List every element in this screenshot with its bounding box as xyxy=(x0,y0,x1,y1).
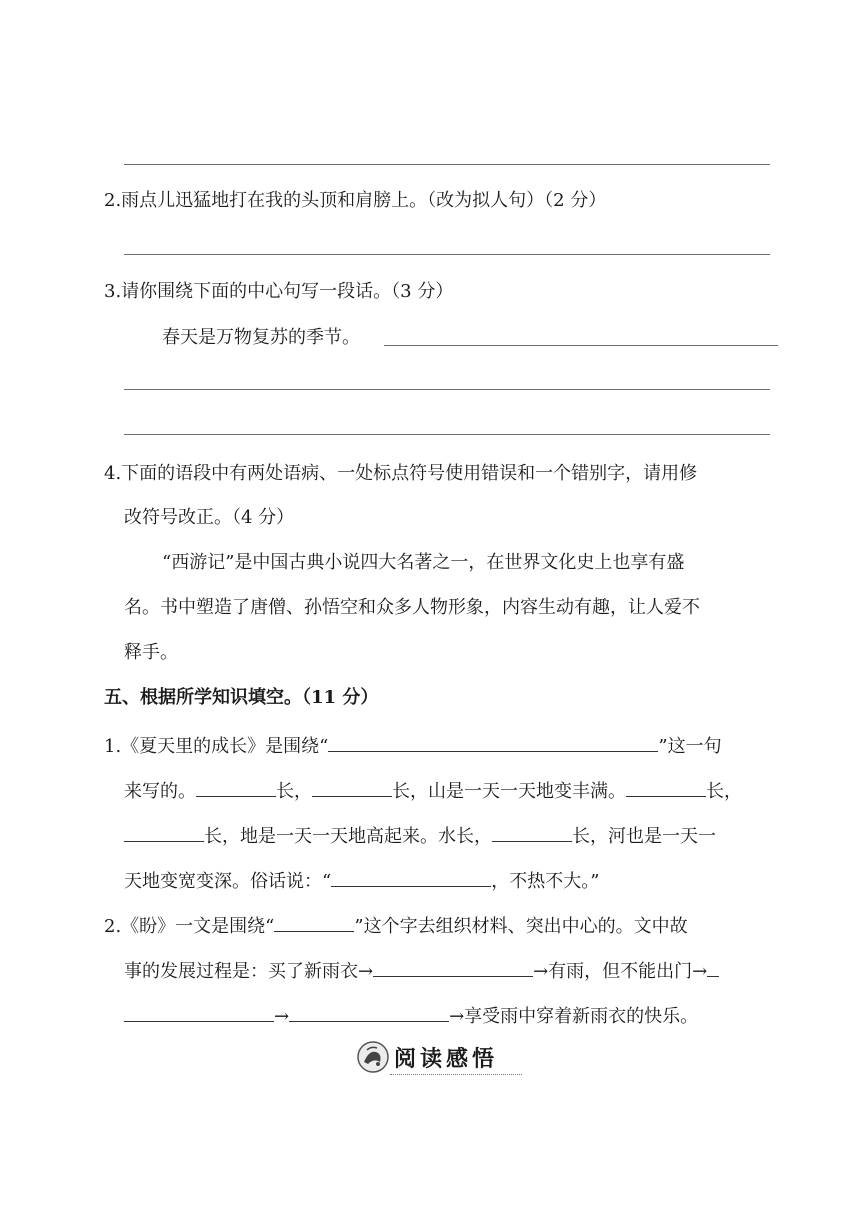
blank-step-4[interactable] xyxy=(124,1003,274,1022)
question-3: 3.请你围绕下面的中心句写一段话。（3 分） xyxy=(104,281,454,302)
s5-item2-text-c: 事的发展过程是：买了新雨衣→ xyxy=(124,961,374,982)
s5-item1-text-c: 来写的。 xyxy=(124,781,196,802)
center-sentence-text: 春天是万物复苏的季节。 xyxy=(162,327,360,348)
s5-item2-text-b: ”这个字去组织材料、突出中心的。文中故 xyxy=(354,916,688,937)
answer-line-q3-2[interactable] xyxy=(124,389,770,390)
question-4-line1: 4.下面的语段中有两处语病、一处标点符号使用错误和一个错别字，请用修 xyxy=(104,463,698,484)
q4-passage-line1: “西游记”是中国古典小说四大名著之一，在世界文化史上也享有盛 xyxy=(162,552,685,573)
question-4-line2: 改符号改正。（4 分） xyxy=(124,507,295,528)
s5-item1-text-i: 天地变宽变深。俗话说：“ xyxy=(124,871,332,892)
blank-step-5[interactable] xyxy=(289,1003,449,1022)
s5-item1-line3 xyxy=(124,823,716,849)
s5-item1-text-d: 长， xyxy=(276,781,312,802)
section-5-heading: 五、根据所学知识填空。（11 分） xyxy=(104,687,379,708)
s5-item2-text-f: →享受雨中穿着新雨衣的快乐。 xyxy=(449,1006,699,1027)
reading-section-banner xyxy=(356,1038,526,1078)
s5-item2-line1 xyxy=(104,913,688,939)
s5-item1-text-b: ”这一句 xyxy=(658,736,722,757)
blank-2[interactable] xyxy=(312,778,392,797)
q3-center-sentence xyxy=(162,326,360,350)
s5-item2-line3 xyxy=(124,1003,698,1029)
s5-item1-text-f: 长， xyxy=(706,781,742,802)
answer-line-q3-1[interactable] xyxy=(384,345,778,346)
s5-item2-text-e: → xyxy=(274,1006,290,1027)
blank-3[interactable] xyxy=(626,778,706,797)
reading-section-title: 阅读感悟 xyxy=(394,1047,499,1072)
answer-line-q3-3[interactable] xyxy=(124,434,770,435)
blank-4[interactable] xyxy=(124,823,204,842)
s5-item1-line1 xyxy=(104,733,722,759)
banner-underline xyxy=(390,1074,522,1075)
s5-item1-text-a: 1.《夏天里的成长》是围绕“ xyxy=(104,736,329,757)
s5-item1-text-e: 长，山是一天一天地变丰满。 xyxy=(392,781,626,802)
blank-1[interactable] xyxy=(196,778,276,797)
s5-item1-line4 xyxy=(124,868,599,894)
reading-emblem-icon xyxy=(356,1040,390,1074)
blank-saying[interactable] xyxy=(331,868,491,887)
blank-step-4-start[interactable] xyxy=(707,958,719,977)
s5-item2-text-a: 2.《盼》一文是围绕“ xyxy=(104,916,275,937)
s5-item1-line2 xyxy=(124,778,742,804)
q4-passage-line2: 名。书中塑造了唐僧、孙悟空和众多人物形象，内容生动有趣，让人爱不 xyxy=(124,597,700,618)
question-2: 2.雨点儿迅猛地打在我的头顶和肩膀上。（改为拟人句）（2 分） xyxy=(104,190,607,211)
answer-line-q1[interactable] xyxy=(124,164,770,165)
q4-passage-line3: 释手。 xyxy=(124,642,178,663)
s5-item2-line2 xyxy=(124,958,719,984)
blank-step-2[interactable] xyxy=(373,958,533,977)
answer-line-q2[interactable] xyxy=(124,254,770,255)
blank-central-sentence[interactable] xyxy=(328,733,658,752)
blank-5[interactable] xyxy=(492,823,572,842)
blank-key-word[interactable] xyxy=(274,913,354,932)
s5-item1-text-g: 长，地是一天一天地高起来。水长， xyxy=(204,826,492,847)
s5-item1-text-j: ，不热不大。” xyxy=(491,871,600,892)
s5-item1-text-h: 长，河也是一天一 xyxy=(572,826,716,847)
s5-item2-text-d: →有雨，但不能出门→ xyxy=(533,961,708,982)
